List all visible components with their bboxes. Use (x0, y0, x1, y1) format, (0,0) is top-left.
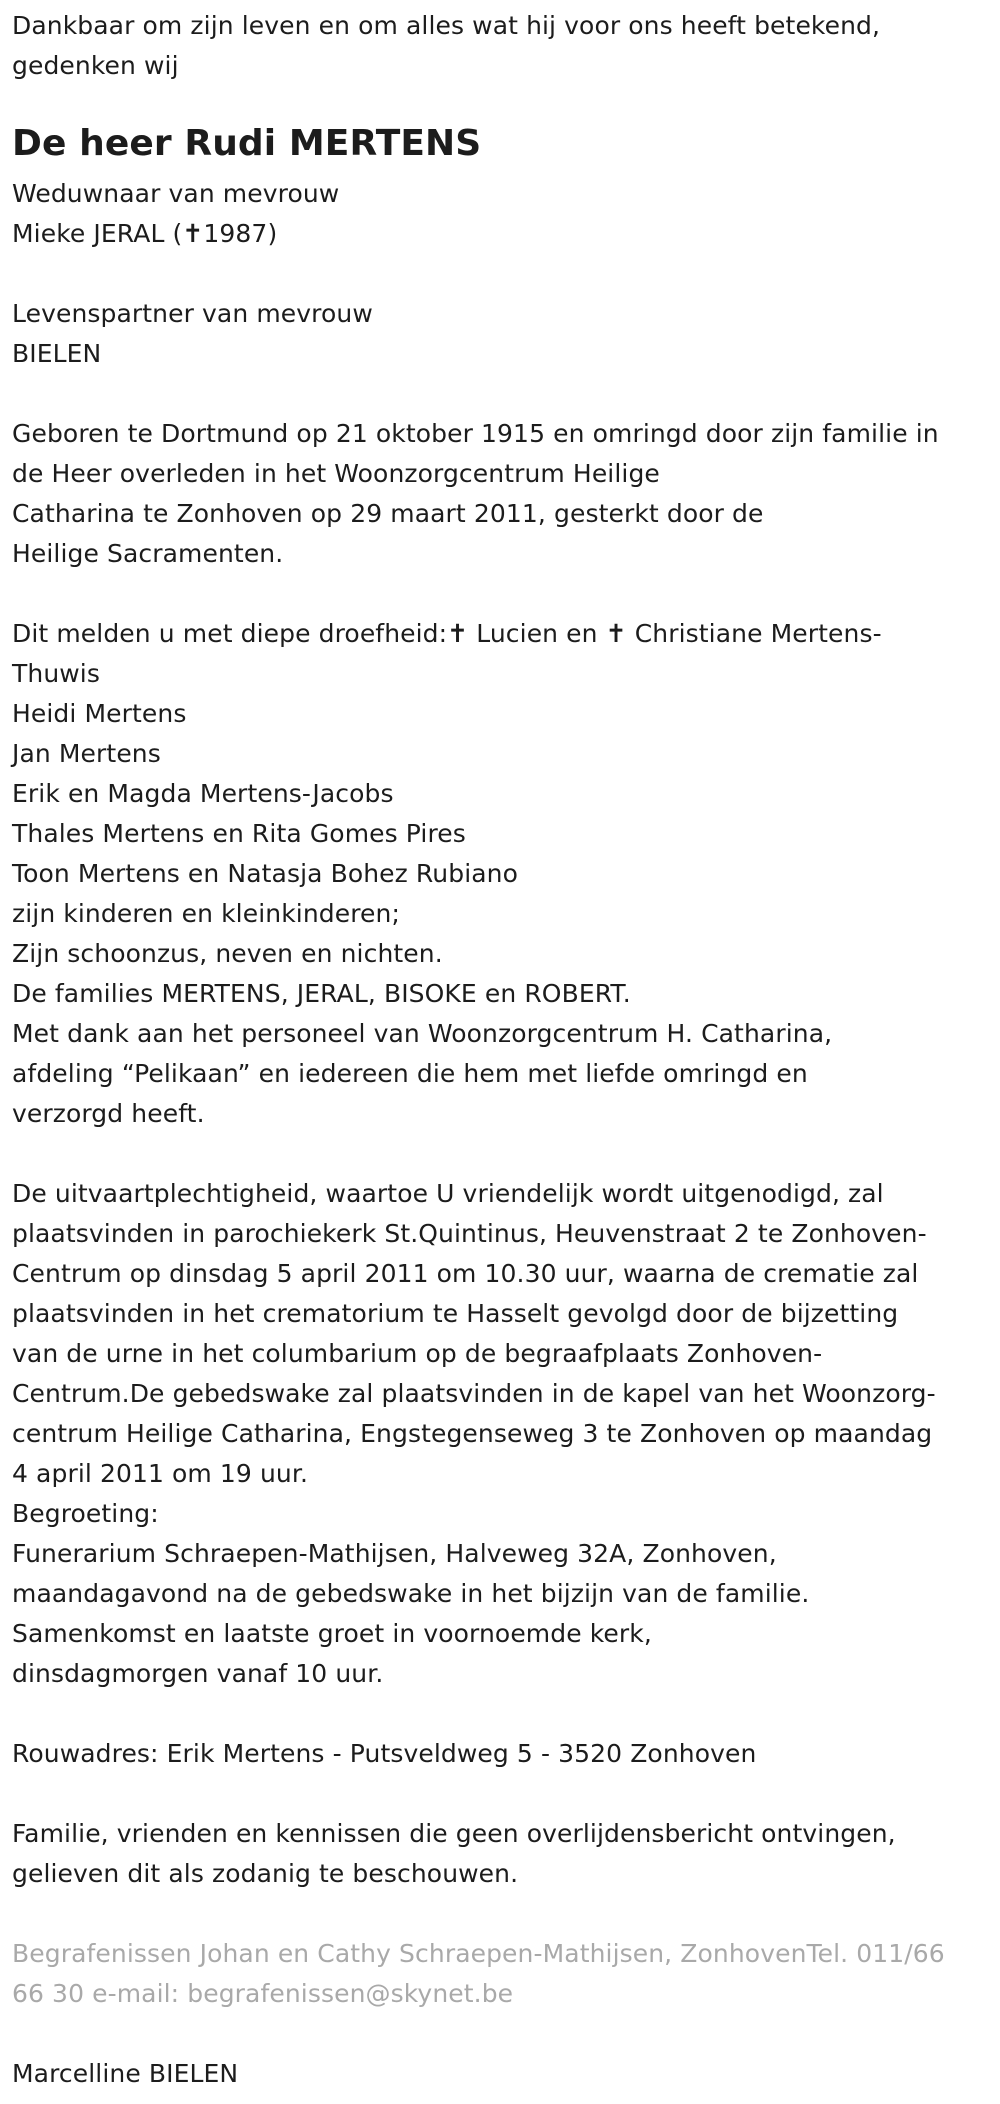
spacer (12, 374, 988, 414)
ceremony-line: plaatsvinden in parochiekerk St.Quintinus, Heuvenstraat 2 te Zonhoven- (12, 1219, 927, 1248)
birth-death-block (12, 414, 988, 574)
ceremony-line: centrum Heilige Catharina, Engstegenseweg 3 te Zonhoven op maandag (12, 1419, 933, 1448)
mourners-line: Toon Mertens en Natasja Bohez Rubiano (12, 859, 518, 888)
ceremony-line: van de urne in het columbarium op de begraafplaats Zonhoven- (12, 1339, 823, 1368)
ceremony-line: De uitvaartplechtigheid, waartoe U vriendelijk wordt uitgenodigd, zal (12, 1179, 884, 1208)
spacer (12, 1134, 988, 1174)
mourners-line: Erik en Magda Mertens-Jacobs (12, 779, 394, 808)
mourners-line: Jan Mertens (12, 739, 161, 768)
ceremony-line: 4 april 2011 om 19 uur. (12, 1459, 309, 1488)
partner-block (12, 294, 988, 374)
spacer (12, 1694, 988, 1734)
widower-line: Weduwnaar van mevrouw (12, 179, 340, 208)
mourners-line: zijn kinderen en kleinkinderen; (12, 899, 400, 928)
intro-line: Dankbaar om zijn leven en om alles wat hij voor ons heeft betekend, (12, 11, 881, 40)
partner-line: Levenspartner van mevrouw (12, 299, 373, 328)
undertaker-block (12, 1934, 988, 2014)
mourners-block (12, 614, 988, 1134)
mourners-line: De families MERTENS, JERAL, BISOKE en ROBERT. (12, 979, 631, 1008)
spacer (12, 1774, 988, 1814)
notice-line: gelieven dit als zodanig te beschouwen. (12, 1859, 519, 1888)
mourners-line: Heidi Mertens (12, 699, 187, 728)
partner-line: BIELEN (12, 339, 102, 368)
ceremony-line: Begroeting: (12, 1499, 159, 1528)
notice-block (12, 1814, 988, 1894)
mourners-line: Thuwis (12, 659, 100, 688)
ceremony-line: plaatsvinden in het crematorium te Hasselt gevolgd door de bijzetting (12, 1299, 899, 1328)
birth-death-line: Geboren te Dortmund op 21 oktober 1915 en omringd door zijn familie in (12, 419, 939, 448)
spacer (12, 254, 988, 294)
widower-line: Mieke JERAL (✝1987) (12, 219, 278, 248)
spacer (12, 2014, 988, 2054)
ceremony-line: Funerarium Schraepen-Mathijsen, Halveweg 32A, Zonhoven, (12, 1539, 777, 1568)
undertaker-line: Begrafenissen Johan en Cathy Schraepen-Mathijsen, ZonhovenTel. 011/66 (12, 1939, 945, 1968)
ceremony-block (12, 1174, 988, 1694)
ceremony-line: maandagavond na de gebedswake in het bijzijn van de familie. (12, 1579, 810, 1608)
intro-block (12, 6, 988, 86)
mourners-line: Met dank aan het personeel van Woonzorgcentrum H. Catharina, (12, 1019, 833, 1048)
ceremony-line: Centrum.De gebedswake zal plaatsvinden in de kapel van het Woonzorg- (12, 1379, 936, 1408)
deceased-name: De heer Rudi MERTENS (12, 123, 482, 164)
mourners-line: verzorgd heeft. (12, 1099, 205, 1128)
birth-death-line: de Heer overleden in het Woonzorgcentrum Heilige (12, 459, 660, 488)
ceremony-line: Samenkomst en laatste groet in voornoemde kerk, (12, 1619, 652, 1648)
birth-death-line: Heilige Sacramenten. (12, 539, 284, 568)
mourning-address: Rouwadres: Erik Mertens - Putsveldweg 5 - 3520 Zonhoven (12, 1739, 757, 1768)
intro-line: gedenken wij (12, 51, 179, 80)
mourners-line: Dit melden u met diepe droefheid:✝ Lucien en ✝ Christiane Mertens- (12, 619, 882, 648)
signature: Marcelline BIELEN (12, 2059, 239, 2088)
birth-death-line: Catharina te Zonhoven op 29 maart 2011, gesterkt door de (12, 499, 764, 528)
spacer (12, 574, 988, 614)
mourners-line: Zijn schoonzus, neven en nichten. (12, 939, 443, 968)
widower-block (12, 174, 988, 254)
ceremony-line: Centrum op dinsdag 5 april 2011 om 10.30 uur, waarna de crematie zal (12, 1259, 919, 1288)
ceremony-line: dinsdagmorgen vanaf 10 uur. (12, 1659, 384, 1688)
mourners-line: Thales Mertens en Rita Gomes Pires (12, 819, 466, 848)
mourners-line: afdeling “Pelikaan” en iedereen die hem met liefde omringd en (12, 1059, 808, 1088)
undertaker-line: 66 30 e-mail: begrafenissen@skynet.be (12, 1979, 514, 2008)
notice-line: Familie, vrienden en kennissen die geen overlijdensbericht ontvingen, (12, 1819, 896, 1848)
spacer (12, 1894, 988, 1934)
